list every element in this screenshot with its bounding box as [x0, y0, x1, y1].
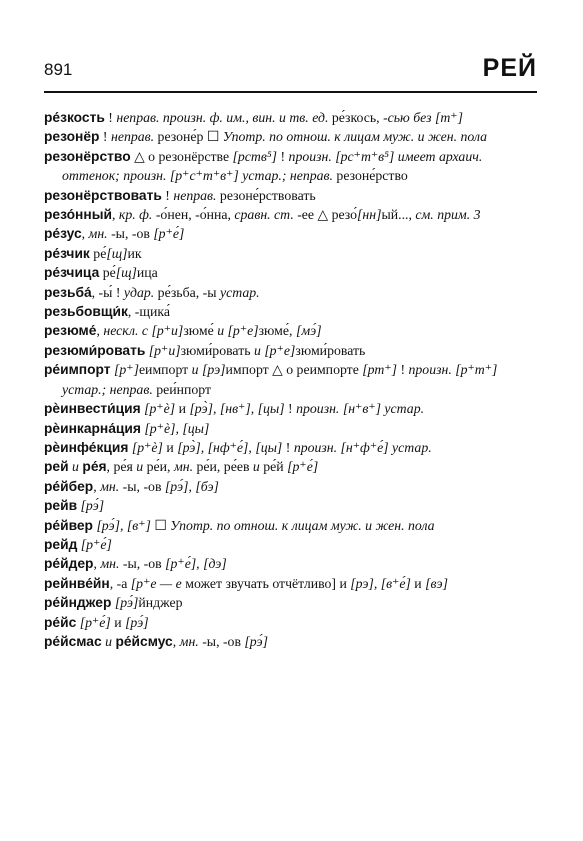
entry-text: ! [397, 362, 409, 378]
page-number: 891 [44, 60, 73, 79]
headword: резонёрство [44, 148, 131, 164]
headword: ре́зкость [44, 110, 105, 125]
entry-text: зюме́ [183, 323, 218, 339]
dictionary-entry [44, 360, 537, 399]
dictionary-entry [44, 438, 537, 457]
entry-note: и [101, 633, 116, 649]
entry-note: [р⁺и] [148, 342, 181, 358]
headword: ре́йс [44, 614, 77, 630]
entry-text: , [96, 323, 104, 339]
entry-note: [р⁺ѐ], [цы] [144, 420, 210, 436]
entry-note: мн. [100, 478, 120, 494]
entry-text: , [111, 207, 119, 223]
entry-note: мн. [88, 226, 108, 242]
entry-text: ый..., [381, 207, 416, 223]
headword: ре́йдер [44, 556, 94, 572]
entry-text: , [93, 556, 101, 572]
entry-note: [рэ́] [125, 614, 149, 630]
entry-text: зюме́, [258, 323, 296, 339]
dictionary-entry [44, 632, 537, 651]
entry-note: [р⁺е́] [80, 536, 112, 552]
entry-text: ! [282, 439, 294, 455]
headword: резьба́ [44, 284, 92, 300]
entry-note: мн. [100, 556, 120, 572]
entry-note: [нн] [357, 207, 382, 223]
entry-note: [рэ́] [114, 595, 139, 611]
entry-text: и [110, 614, 126, 630]
entry-text: , [172, 633, 180, 649]
entry-text: еимпорт [138, 362, 192, 378]
entry-note: [рэ̀], [нв⁺], [цы] [189, 401, 285, 417]
entry-text: -ы, -ов [107, 226, 154, 242]
headword: ре́йбер [44, 478, 94, 494]
dictionary-entry [44, 593, 537, 612]
entry-text: , -а [109, 575, 131, 591]
entry-text: , ре́я [106, 459, 137, 475]
entry-note: [щ] [115, 265, 137, 281]
entry-text: ица [136, 265, 158, 281]
entry-text: может звучать отчётливо] и [181, 575, 351, 591]
headword: рѐинфе́кция [44, 439, 129, 455]
entry-note: произн. [н⁺в⁺] устар. [296, 401, 425, 417]
dictionary-entry [44, 496, 537, 515]
entry-text: и [410, 575, 426, 591]
entry-note: и [252, 459, 260, 475]
dictionary-entry [44, 127, 537, 146]
dictionary-entry [44, 321, 537, 340]
entry-text: импорт △ о реимпорте [225, 362, 363, 378]
dictionary-entry [44, 186, 537, 205]
entry-note: удар. [123, 284, 155, 300]
entry-note: см. прим. 3 [415, 207, 481, 223]
entry-text: зюми́ровать [180, 342, 254, 358]
headword: ре́йсмус [115, 633, 173, 649]
headword: рей [44, 459, 69, 475]
entry-note: и [68, 459, 83, 475]
entry-note: [рэ̀], [нф⁺е́], [цы] [177, 439, 283, 455]
entry-note: [щ] [106, 245, 128, 261]
entry-note: [рств⁵] [232, 148, 278, 164]
entry-text: и [162, 439, 178, 455]
dictionary-entry [44, 535, 537, 554]
entry-text: резоне́р ☐ [154, 129, 223, 145]
entry-text: ре́и, ре́ев [193, 459, 253, 475]
entry-text: ! [284, 401, 297, 417]
headword: ре́йнджер [44, 595, 112, 611]
headword: рейнве́йн [44, 575, 110, 591]
entry-note: устар. [219, 284, 260, 300]
entry-text: реи́нпорт [152, 381, 212, 397]
entry-text: , -ы́ ! [91, 284, 124, 300]
entry-text: резоне́рствовать [216, 187, 316, 203]
entry-text: ре́и, [143, 459, 174, 475]
entry-note: Употр. по отнош. к лицам муж. и жен. пола [170, 517, 435, 533]
headword: ре́зчица [44, 265, 100, 281]
dictionary-entry [44, 302, 537, 321]
entry-text: ре́ [89, 245, 107, 261]
entry-note: [рэ], [в⁺е́] [350, 575, 411, 591]
entry-text: йнджер [138, 595, 183, 611]
dictionary-entry [44, 147, 537, 186]
page-header [44, 54, 537, 88]
entry-note: [рэ́] [244, 633, 268, 649]
entry-note: мн. [179, 633, 199, 649]
dictionary-entry [44, 399, 537, 418]
entry-note: [р⁺] [114, 362, 139, 378]
entry-note: неправ. произн. ф. им., вин. и тв. ед. [116, 110, 329, 125]
entry-text: ☐ [150, 517, 171, 533]
headword: резьбовщи́к [44, 304, 128, 320]
entry-note: и [рэ] [191, 362, 226, 378]
dictionary-entry [44, 457, 537, 476]
headword: резонёр [44, 129, 100, 145]
header-rule [44, 91, 537, 93]
entry-note: [рэ́] [80, 498, 105, 514]
dictionary-entry [44, 516, 537, 535]
entry-text: -ее △ резо́ [293, 207, 358, 223]
entry-text: ре́ [99, 265, 116, 281]
entry-note: сравн. ст. [234, 207, 294, 223]
headword: ре́йвер [44, 517, 93, 533]
entry-note: [р⁺ѐ] [131, 439, 163, 455]
entry-text: -о́нен, -о́нна, [152, 207, 235, 223]
entry-note: [рэ́], [в⁺] [96, 517, 151, 533]
entry-note: -сью без [т⁺] [383, 110, 463, 125]
headword: ре́я [82, 459, 107, 475]
dictionary-entry [44, 244, 537, 263]
entry-text: ! [161, 187, 174, 203]
entry-note: [р⁺ѐ] [144, 401, 176, 417]
dictionary-entries [44, 108, 537, 651]
entry-note: [р⁺е́] [287, 459, 319, 475]
headword: резюми́ровать [44, 342, 146, 358]
entry-text: -ы, -ов [198, 633, 245, 649]
entry-note: [рт⁺] [362, 362, 397, 378]
entry-text: -ы, -ов [119, 478, 165, 494]
entry-text: ик [127, 245, 142, 261]
entry-text: ! [99, 129, 111, 145]
dictionary-entry [44, 283, 537, 302]
entry-note: и [р⁺е] [217, 323, 259, 339]
dictionary-entry [44, 419, 537, 438]
entry-note: кр. ф. [118, 207, 153, 223]
dictionary-entry [44, 224, 537, 243]
entry-note: и [р⁺е] [253, 342, 296, 358]
entry-text: , [81, 226, 89, 242]
entry-note: [р⁺е́] [153, 226, 185, 242]
dictionary-entry [44, 477, 537, 496]
headword: резонёрствовать [44, 187, 162, 203]
entry-text: зюми́ровать [295, 342, 366, 358]
headword: ре́зчик [44, 245, 90, 261]
headword: рейв [44, 498, 78, 514]
entry-note: произн. [р⁺т⁺] устар.; неправ. [62, 362, 498, 397]
entry-text: ! [104, 110, 117, 125]
entry-text: ре́зкось, [328, 110, 384, 125]
dictionary-entry [44, 108, 537, 127]
headword: рѐинвести́ция [44, 401, 141, 417]
entry-note: произн. [рс⁺т⁺в⁵] имеет архаич. оттенок; произн. [р⁺с⁺т⁺в⁺] устар.; неправ. [62, 148, 483, 184]
headword: рѐинкарна́ция [44, 420, 141, 436]
dictionary-entry [44, 205, 537, 224]
entry-text: , [93, 478, 101, 494]
entry-text: -ы, -ов [119, 556, 166, 572]
dictionary-entry [44, 341, 537, 360]
entry-note: произн. [н⁺ф⁺е́] устар. [293, 439, 432, 455]
headword: ре́импорт [44, 362, 111, 378]
entry-note: неправ. [173, 187, 217, 203]
entry-text: ! [277, 148, 289, 164]
dictionary-entry [44, 613, 537, 632]
dictionary-entry [44, 554, 537, 573]
headword: ре́зус [44, 226, 82, 242]
entry-note: [р⁺е́] [79, 614, 111, 630]
headword: рейд [44, 536, 78, 552]
entry-note: [рэ́], [бэ] [164, 478, 219, 494]
entry-text: △ о резонёрстве [130, 148, 233, 164]
entry-note: Употр. по отнош. к лицам муж. и жен. пола [222, 129, 488, 145]
entry-note: [мэ́] [295, 323, 322, 339]
dictionary-entry [44, 263, 537, 282]
entry-text: резоне́рство [332, 168, 408, 184]
entry-text: ре́зьба, -ы [154, 284, 220, 300]
entry-note: нескл. с [р⁺и] [103, 323, 184, 339]
entry-note: [р⁺е — е [130, 575, 182, 591]
dictionary-entry [44, 574, 537, 593]
headword: резо́нный [44, 207, 112, 223]
headword: ре́йсмас [44, 633, 102, 649]
entry-note: [вэ] [425, 575, 448, 591]
entry-text: , -щика́ [127, 304, 171, 320]
entry-note: [р⁺е́], [дэ] [165, 556, 227, 572]
entry-note: неправ. [110, 129, 155, 145]
entry-text: ре́й [259, 459, 288, 475]
entry-note: мн. [173, 459, 194, 475]
running-head: РЕЙ [482, 54, 537, 82]
entry-note: и [136, 459, 144, 475]
entry-text: и [175, 401, 190, 417]
headword: резюме́ [44, 323, 97, 339]
